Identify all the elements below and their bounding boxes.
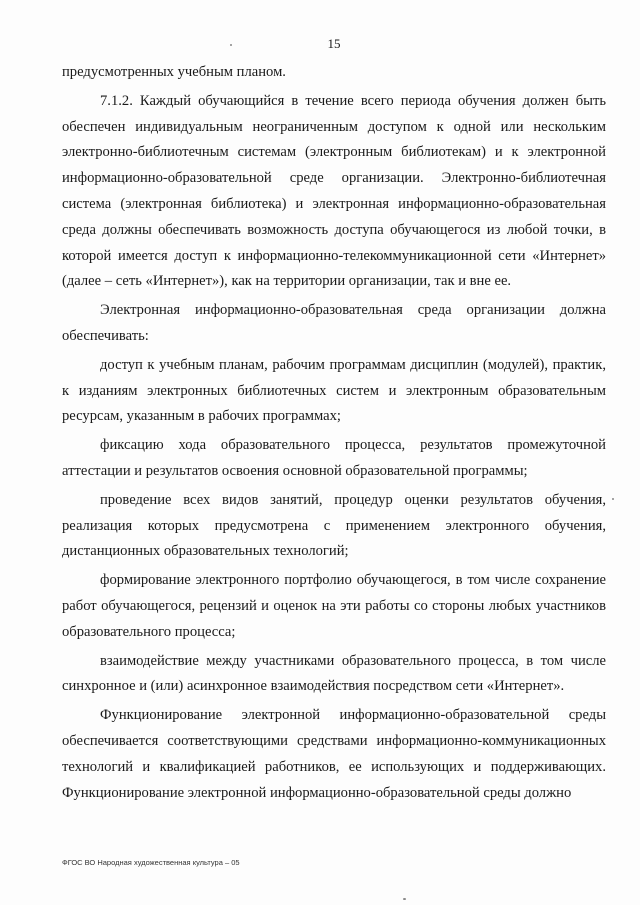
document-body	[62, 60, 606, 809]
list-item-record-progress: фиксацию хода образовательного процесса, результатов промежуточной аттестации и результатов освоения основной образовательной программы;	[62, 437, 606, 479]
list-item-conduct-classes: проведение всех видов занятий, процедур оценки результатов обучения, реализация которых предусмотрена с применением электронного обучения, дистанционных образовательных технологий;	[62, 491, 606, 560]
scan-speck	[230, 44, 232, 46]
paragraph-environment-requirements: Электронная информационно-образовательная среда организации должна обеспечивать:	[62, 302, 606, 344]
list-item-access-curricula: доступ к учебным планам, рабочим программам дисциплин (модулей), практик, к изданиям электронных библиотечных систем и электронным образовательным ресурсам, указанным в рабочих программах;	[62, 356, 606, 425]
list-item-portfolio: формирование электронного портфолио обучающегося, в том числе сохранение работ обучающегося, рецензий и оценок на эти работы со стороны любых участников образовательного процесса;	[62, 572, 606, 640]
paragraph-7-1-2: 7.1.2. Каждый обучающийся в течение всего периода обучения должен быть обеспечен индивидуальным неограниченным доступом к одной или нескольким электронно-библиотечным системам (электронным библиотекам) и к электронной информационно-образовательной среде организации. Электронно-библиотечная система (электронная библиотека) и электронная информационно-образовательная среда должны обеспечивать возможность доступа обучающегося из любой точки, в которой имеется доступ к информационно-телекоммуникационной сети «Интернет» (далее – сеть «Интернет»), как на территории организации, так и вне ее.	[62, 92, 606, 290]
paragraph-functioning: Функционирование электронной информационно-образовательной среды обеспечивается соответствующими средствами информационно-коммуникационных технологий и квалификацией работников, ее использующих и поддерживающих. Функционирование электронной информационно-образовательной среды должно	[62, 707, 606, 801]
scan-speck	[403, 898, 406, 900]
page-number: 15	[327, 36, 341, 51]
footer-note: ФГОС ВО Народная художественная культура – 05	[62, 858, 240, 867]
paragraph-continuation: предусмотренных учебным планом.	[62, 64, 286, 80]
scan-speck	[612, 498, 614, 500]
list-item-interaction: взаимодействие между участниками образовательного процесса, в том числе синхронное и (или) асинхронное взаимодействия посредством сети «Интернет».	[62, 652, 606, 695]
